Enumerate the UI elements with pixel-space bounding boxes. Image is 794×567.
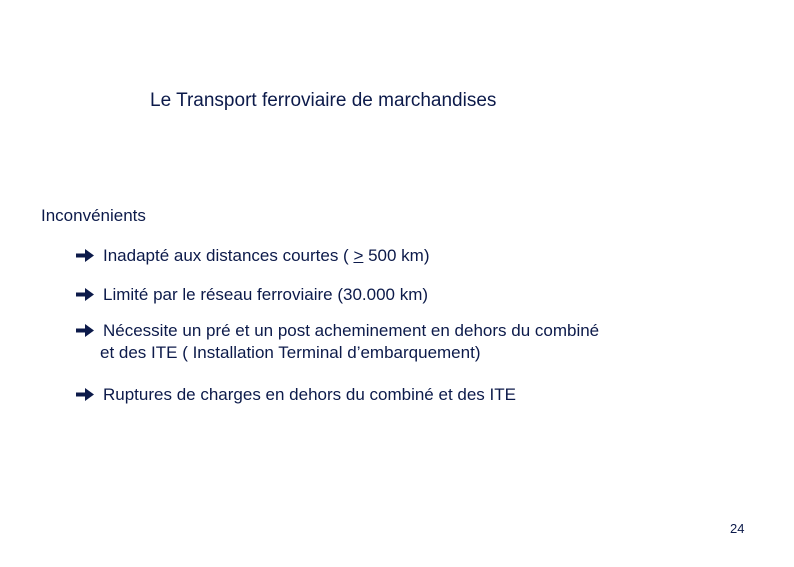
- right-arrow-icon: [76, 387, 103, 400]
- page-number: 24: [730, 521, 745, 536]
- bullet-text: Nécessite un pré et un post acheminement en dehors du combiné: [103, 321, 600, 340]
- section-heading: Inconvénients: [41, 206, 146, 225]
- bullet-text: Ruptures de charges en dehors du combiné et des ITE: [103, 385, 516, 404]
- bullet-text: Limité par le réseau ferroviaire (30.000 km): [103, 285, 429, 304]
- bullet-text-underlined: >: [353, 246, 364, 265]
- bullet-item: [76, 320, 599, 364]
- bullet-text: Inadapté aux distances courtes (: [103, 246, 354, 265]
- right-arrow-icon: [76, 287, 103, 300]
- right-arrow-icon: [76, 323, 103, 336]
- bullet-item: [76, 284, 428, 306]
- bullet-text: 500 km): [363, 246, 430, 265]
- bullet-item: [76, 384, 516, 406]
- slide-title: Le Transport ferroviaire de marchandises: [150, 90, 497, 111]
- bullet-item: [76, 245, 430, 267]
- bullet-text-continuation: et des ITE ( Installation Terminal d’embarquement): [100, 343, 481, 362]
- right-arrow-icon: [76, 248, 103, 261]
